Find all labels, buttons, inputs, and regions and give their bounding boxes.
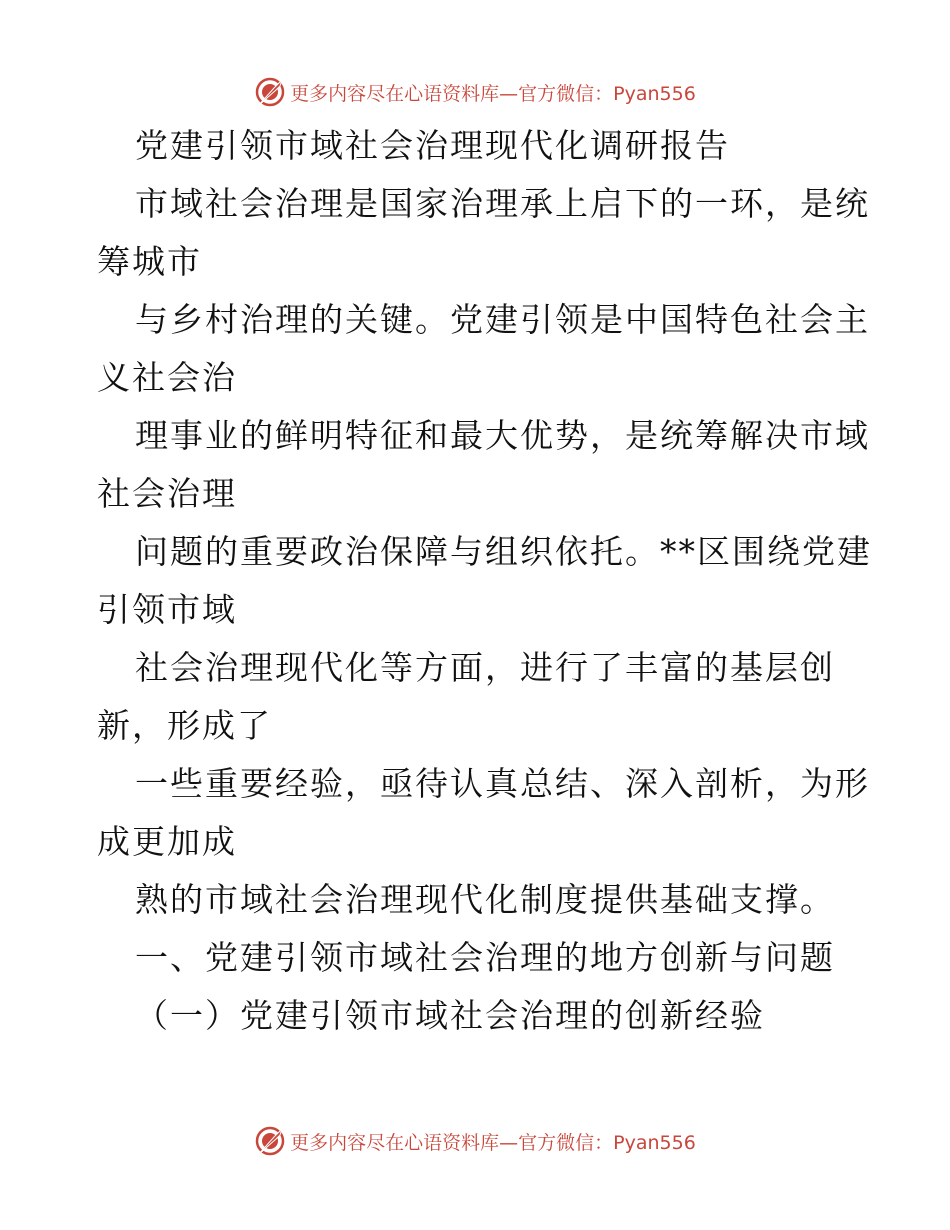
paragraph-line: 市域社会治理是国家治理承上启下的一环，是统 xyxy=(135,184,870,223)
paragraph-line: 义社会治 xyxy=(97,358,237,397)
paragraph-line: 引领市域 xyxy=(97,590,237,629)
header-banner-text: 更多内容尽在心语资料库—官方微信：Pyan556 xyxy=(290,82,696,105)
paragraph-line: 社会治理 xyxy=(97,474,237,513)
document-title: 党建引领市域社会治理现代化调研报告 xyxy=(135,126,730,165)
paragraph-line: 成更加成 xyxy=(97,822,237,861)
paragraph-line: 一些重要经验，亟待认真总结、深入剖析，为形 xyxy=(135,764,870,803)
paragraph-line: 社会治理现代化等方面，进行了丰富的基层创 xyxy=(135,648,835,687)
section-heading: 一、党建引领市域社会治理的地方创新与问题 xyxy=(135,938,835,977)
paragraph-line: 问题的重要政治保障与组织依托。**区围绕党建 xyxy=(135,532,872,571)
paragraph-line: 筹城市 xyxy=(97,242,202,281)
subsection-heading: （一）党建引领市域社会治理的创新经验 xyxy=(135,996,765,1035)
quill-pen-logo-icon xyxy=(254,1125,286,1157)
paragraph-line: 与乡村治理的关键。党建引领是中国特色社会主 xyxy=(135,300,870,339)
paragraph-line: 新，形成了 xyxy=(97,706,272,745)
paragraph-line: 理事业的鲜明特征和最大优势，是统筹解决市域 xyxy=(135,416,870,455)
footer-banner xyxy=(0,1121,950,1161)
paragraph-line: 熟的市域社会治理现代化制度提供基础支撑。 xyxy=(135,880,835,919)
quill-pen-logo-icon xyxy=(254,76,286,108)
header-banner xyxy=(0,72,950,112)
footer-banner-text: 更多内容尽在心语资料库—官方微信：Pyan556 xyxy=(290,1131,696,1154)
